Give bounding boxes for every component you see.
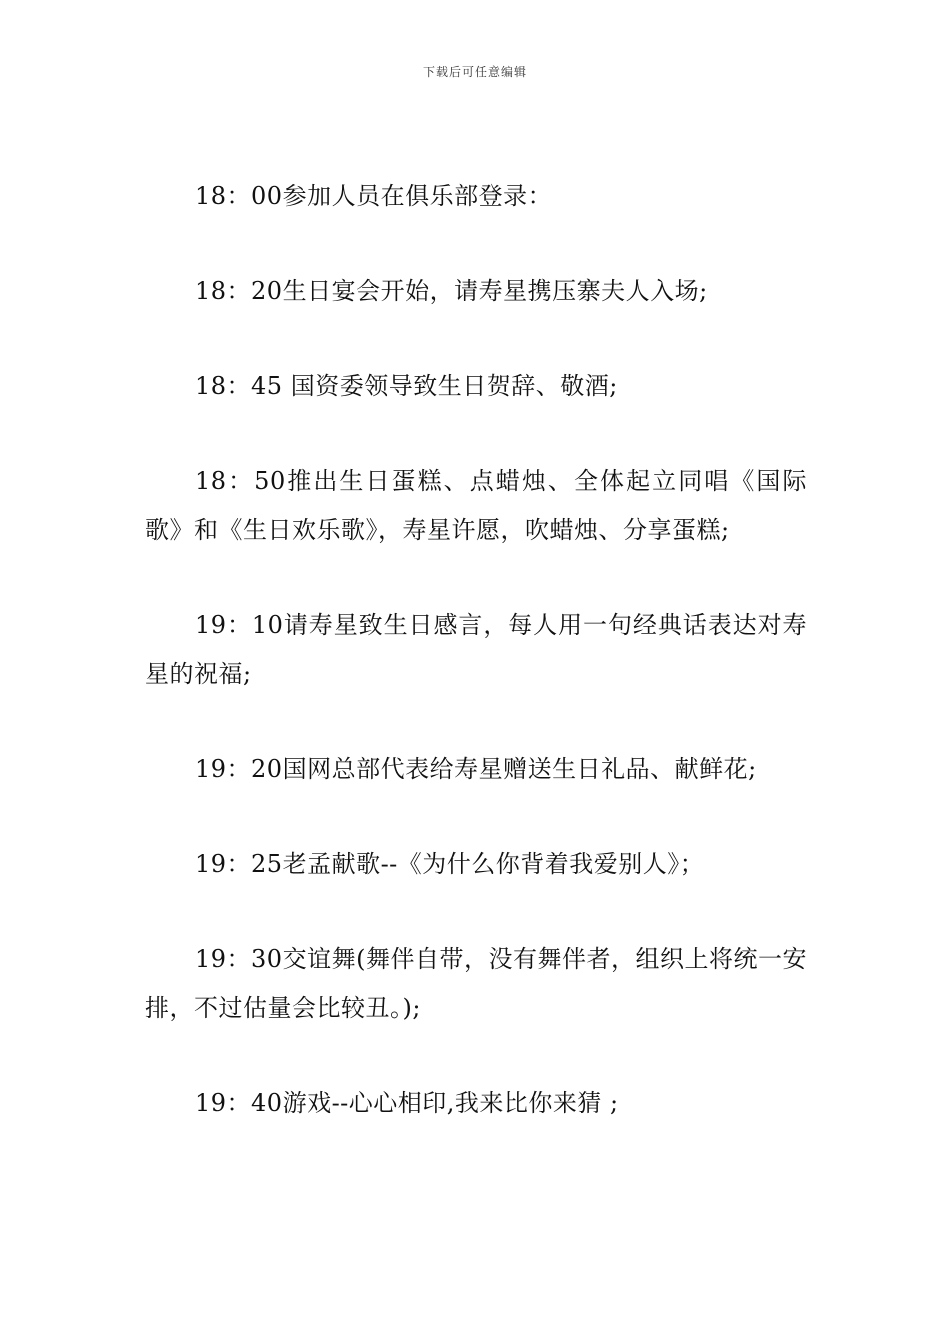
schedule-item: 18：20生日宴会开始，请寿星携压寨夫人入场; <box>195 277 708 305</box>
schedule-item: 18：45 国资委领导致生日贺辞、敬酒; <box>195 372 618 400</box>
schedule-item: 19：25老孟献歌--《为什么你背着我爱别人》； <box>195 850 705 878</box>
page-header: 下载后可任意编辑 <box>422 65 527 79</box>
schedule-item: 19：10请寿星致生日感言，每人用一句经典话表达对寿星的祝福; <box>145 611 807 688</box>
schedule-body <box>145 172 807 1174</box>
schedule-item: 19：20国网总部代表给寿星赠送生日礼品、献鲜花; <box>195 755 757 783</box>
schedule-item: 18：00参加人员在俱乐部登录： <box>195 182 553 210</box>
schedule-item: 18：50推出生日蛋糕、点蜡烛、全体起立同唱《国际歌》和《生日欢乐歌》，寿星许愿，吹蜡烛、分享蛋糕; <box>145 467 807 544</box>
schedule-item: 19：40游戏--心心相印,我来比你来猜 ; <box>195 1089 619 1117</box>
schedule-item: 19：30交谊舞(舞伴自带，没有舞伴者，组织上将统一安排，不过估量会比较丑。); <box>145 945 807 1022</box>
